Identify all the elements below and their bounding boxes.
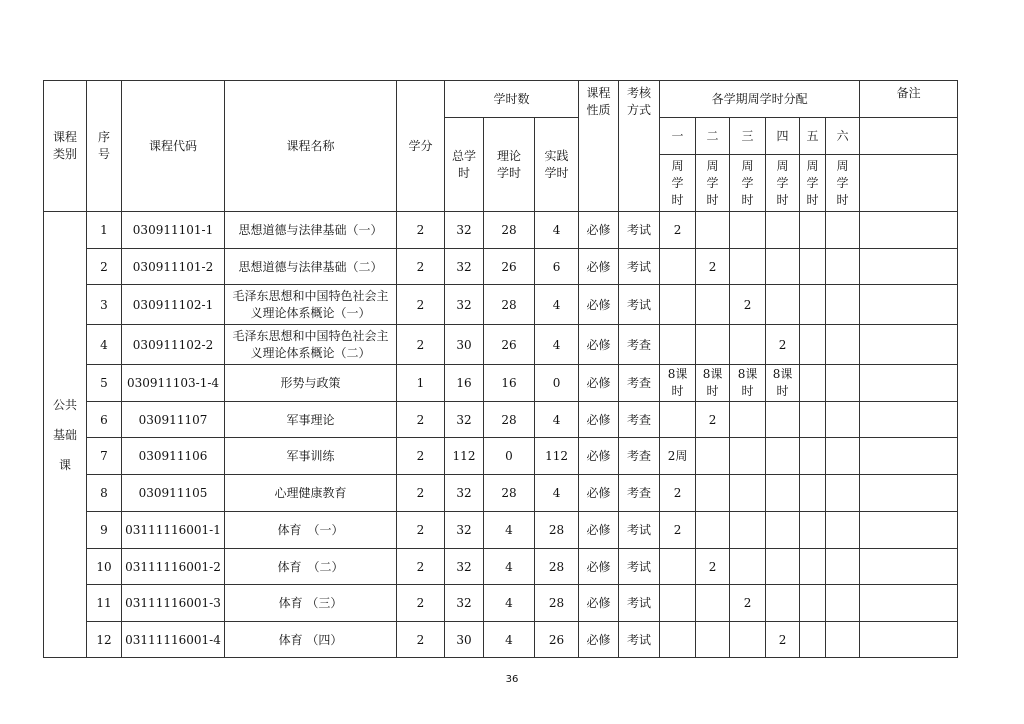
cell-credit: 2 xyxy=(397,622,445,658)
cell-s1: 2 xyxy=(660,475,696,512)
table-row xyxy=(44,249,958,285)
cell-seq: 1 xyxy=(87,212,122,249)
cell-s5 xyxy=(800,438,826,475)
cell-theory: 4 xyxy=(484,585,535,622)
semester-hours-text: 8课时 xyxy=(667,367,688,398)
table-row xyxy=(44,438,958,475)
cell-credit: 2 xyxy=(397,325,445,365)
cell-credit: 2 xyxy=(397,249,445,285)
cell-s5 xyxy=(800,365,826,402)
header-total-hours xyxy=(445,118,484,212)
cell-practice: 4 xyxy=(535,402,579,438)
cell-credit: 1 xyxy=(397,365,445,402)
cell-theory: 16 xyxy=(484,365,535,402)
cell-nature: 必修 xyxy=(579,212,619,249)
cell-theory: 26 xyxy=(484,325,535,365)
remarks-subheader xyxy=(860,118,958,155)
semester-hours-text: 8课时 xyxy=(702,367,723,398)
cell-theory: 28 xyxy=(484,402,535,438)
cell-s4 xyxy=(766,285,800,325)
header-category xyxy=(44,81,87,212)
table-row xyxy=(44,549,958,585)
cell-remark xyxy=(860,365,958,402)
cell-name: 形势与政策 xyxy=(225,365,397,402)
cell-remark xyxy=(860,585,958,622)
cell-total: 32 xyxy=(445,402,484,438)
table-row xyxy=(44,325,958,365)
cell-practice: 4 xyxy=(535,212,579,249)
header-credit: 学分 xyxy=(397,81,445,212)
cell-remark xyxy=(860,285,958,325)
cell-seq: 7 xyxy=(87,438,122,475)
cell-assess: 考试 xyxy=(619,212,660,249)
cell-s3 xyxy=(730,512,766,549)
cell-code: 03111116001-4 xyxy=(122,622,225,658)
cell-assess: 考试 xyxy=(619,249,660,285)
cell-seq: 5 xyxy=(87,365,122,402)
cell-s5 xyxy=(800,249,826,285)
course-name-text: 毛泽东思想和中国特色社会主义理论体系概论（二） xyxy=(232,328,389,360)
cell-s1 xyxy=(660,365,696,402)
cell-s5 xyxy=(800,585,826,622)
cell-s4 xyxy=(766,365,800,402)
cell-s4 xyxy=(766,549,800,585)
cell-s2 xyxy=(696,438,730,475)
cell-remark xyxy=(860,325,958,365)
cell-nature: 必修 xyxy=(579,325,619,365)
header-hours-group: 学时数 xyxy=(445,81,579,118)
cell-code: 030911101-2 xyxy=(122,249,225,285)
cell-practice: 4 xyxy=(535,325,579,365)
cell-total: 32 xyxy=(445,249,484,285)
cell-s5 xyxy=(800,512,826,549)
cell-code: 030911105 xyxy=(122,475,225,512)
weekly-hours-2-text: 周学时 xyxy=(706,158,719,207)
cell-s6 xyxy=(826,512,860,549)
cell-assess: 考试 xyxy=(619,585,660,622)
cell-total: 32 xyxy=(445,212,484,249)
cell-remark xyxy=(860,622,958,658)
semester-hours-text: 8课时 xyxy=(737,367,758,398)
cell-assess: 考查 xyxy=(619,402,660,438)
cell-s1 xyxy=(660,325,696,365)
table-row xyxy=(44,402,958,438)
header-total-hours-text: 总学时 xyxy=(451,148,476,180)
cell-seq: 11 xyxy=(87,585,122,622)
cell-name: 思想道德与法律基础（二） xyxy=(225,249,397,285)
weekly-hours-5 xyxy=(800,155,826,212)
cell-theory: 4 xyxy=(484,622,535,658)
header-theory-hours xyxy=(484,118,535,212)
header-practice-hours xyxy=(535,118,579,212)
cell-s6 xyxy=(826,325,860,365)
cell-s1 xyxy=(660,285,696,325)
cell-s4 xyxy=(766,512,800,549)
cell-s6 xyxy=(826,475,860,512)
cell-code: 030911106 xyxy=(122,438,225,475)
cell-s1 xyxy=(660,549,696,585)
weekly-hours-5-text: 周学时 xyxy=(806,158,819,207)
weekly-hours-4 xyxy=(766,155,800,212)
cell-remark xyxy=(860,249,958,285)
cell-practice: 26 xyxy=(535,622,579,658)
cell-seq: 3 xyxy=(87,285,122,325)
cell-s2 xyxy=(696,622,730,658)
cell-s5 xyxy=(800,622,826,658)
cell-nature: 必修 xyxy=(579,438,619,475)
cell-s1: 2 xyxy=(660,212,696,249)
cell-assess: 考试 xyxy=(619,622,660,658)
weekly-hours-3 xyxy=(730,155,766,212)
category-cell xyxy=(44,212,87,658)
cell-s5 xyxy=(800,402,826,438)
cell-s1: 2周 xyxy=(660,438,696,475)
cell-s2 xyxy=(696,475,730,512)
cell-assess: 考试 xyxy=(619,512,660,549)
cell-s5 xyxy=(800,325,826,365)
weekly-hours-1 xyxy=(660,155,696,212)
cell-s1 xyxy=(660,622,696,658)
cell-code: 03111116001-1 xyxy=(122,512,225,549)
cell-s6 xyxy=(826,549,860,585)
cell-practice: 28 xyxy=(535,549,579,585)
cell-nature: 必修 xyxy=(579,402,619,438)
cell-nature: 必修 xyxy=(579,512,619,549)
cell-s2 xyxy=(696,325,730,365)
cell-name: 体育 （三） xyxy=(225,585,397,622)
cell-seq: 12 xyxy=(87,622,122,658)
cell-total: 112 xyxy=(445,438,484,475)
cell-assess: 考查 xyxy=(619,438,660,475)
cell-name: 心理健康教育 xyxy=(225,475,397,512)
header-seq-text: 序号 xyxy=(97,130,110,161)
cell-theory: 28 xyxy=(484,212,535,249)
cell-remark xyxy=(860,512,958,549)
cell-s6 xyxy=(826,249,860,285)
cell-seq: 4 xyxy=(87,325,122,365)
cell-practice: 0 xyxy=(535,365,579,402)
cell-s1 xyxy=(660,585,696,622)
header-category-text: 课程类别 xyxy=(52,130,77,161)
cell-s6 xyxy=(826,402,860,438)
weekly-hours-2 xyxy=(696,155,730,212)
cell-s3 xyxy=(730,438,766,475)
cell-practice: 28 xyxy=(535,512,579,549)
cell-theory: 4 xyxy=(484,512,535,549)
cell-s4: 2 xyxy=(766,325,800,365)
course-rows xyxy=(44,212,958,658)
table-row xyxy=(44,475,958,512)
cell-s2: 2 xyxy=(696,402,730,438)
cell-code: 03111116001-3 xyxy=(122,585,225,622)
header-code: 课程代码 xyxy=(122,81,225,212)
cell-name: 体育 （四） xyxy=(225,622,397,658)
cell-credit: 2 xyxy=(397,438,445,475)
cell-s3 xyxy=(730,622,766,658)
cell-s5 xyxy=(800,549,826,585)
cell-nature: 必修 xyxy=(579,585,619,622)
table-row xyxy=(44,285,958,325)
cell-s3 xyxy=(730,549,766,585)
table-row xyxy=(44,585,958,622)
cell-s1 xyxy=(660,402,696,438)
cell-nature: 必修 xyxy=(579,549,619,585)
cell-total: 16 xyxy=(445,365,484,402)
cell-nature: 必修 xyxy=(579,475,619,512)
weekly-hours-4-text: 周学时 xyxy=(776,158,789,207)
cell-total: 32 xyxy=(445,549,484,585)
header-nature xyxy=(579,81,619,212)
table-row xyxy=(44,365,958,402)
cell-s1: 2 xyxy=(660,512,696,549)
table-row xyxy=(44,212,958,249)
cell-practice: 4 xyxy=(535,285,579,325)
cell-s3 xyxy=(730,475,766,512)
category-label: 公共基础课 xyxy=(52,397,77,472)
cell-s3 xyxy=(730,402,766,438)
cell-name: 军事训练 xyxy=(225,438,397,475)
cell-code: 030911102-1 xyxy=(122,285,225,325)
course-name-text: 毛泽东思想和中国特色社会主义理论体系概论（一） xyxy=(232,288,389,320)
cell-s2 xyxy=(696,212,730,249)
cell-credit: 2 xyxy=(397,585,445,622)
header-nature-text: 课程性质 xyxy=(586,86,611,117)
cell-seq: 8 xyxy=(87,475,122,512)
cell-code: 030911102-2 xyxy=(122,325,225,365)
cell-s4 xyxy=(766,402,800,438)
cell-s3 xyxy=(730,325,766,365)
weekly-hours-1-text: 周学时 xyxy=(671,158,684,207)
cell-nature: 必修 xyxy=(579,622,619,658)
course-schedule-table xyxy=(43,80,958,658)
cell-nature: 必修 xyxy=(579,365,619,402)
cell-total: 32 xyxy=(445,512,484,549)
cell-code: 03111116001-2 xyxy=(122,549,225,585)
cell-remark xyxy=(860,438,958,475)
cell-nature: 必修 xyxy=(579,285,619,325)
cell-assess: 考试 xyxy=(619,285,660,325)
cell-s1 xyxy=(660,249,696,285)
weekly-hours-3-text: 周学时 xyxy=(741,158,754,207)
cell-total: 30 xyxy=(445,622,484,658)
cell-s2 xyxy=(696,585,730,622)
cell-assess: 考查 xyxy=(619,365,660,402)
cell-assess: 考试 xyxy=(619,549,660,585)
cell-remark xyxy=(860,212,958,249)
cell-practice: 4 xyxy=(535,475,579,512)
cell-s2 xyxy=(696,512,730,549)
cell-theory: 28 xyxy=(484,475,535,512)
cell-s3 xyxy=(730,365,766,402)
cell-s3: 2 xyxy=(730,285,766,325)
cell-credit: 2 xyxy=(397,549,445,585)
cell-total: 32 xyxy=(445,585,484,622)
cell-s3: 2 xyxy=(730,585,766,622)
header-remarks: 备注 xyxy=(860,81,958,118)
cell-code: 030911101-1 xyxy=(122,212,225,249)
cell-s4: 2 xyxy=(766,622,800,658)
semester-6-label: 六 xyxy=(826,118,860,155)
cell-s2: 2 xyxy=(696,249,730,285)
cell-name: 思想道德与法律基础（一） xyxy=(225,212,397,249)
cell-total: 32 xyxy=(445,475,484,512)
cell-theory: 26 xyxy=(484,249,535,285)
cell-s5 xyxy=(800,285,826,325)
cell-s2 xyxy=(696,365,730,402)
cell-s6 xyxy=(826,212,860,249)
cell-s4 xyxy=(766,249,800,285)
header-theory-hours-text: 理论学时 xyxy=(496,148,521,180)
cell-practice: 28 xyxy=(535,585,579,622)
semester-1-label: 一 xyxy=(660,118,696,155)
cell-remark xyxy=(860,475,958,512)
semester-hours-text: 8课时 xyxy=(772,367,793,398)
cell-name xyxy=(225,325,397,365)
cell-s3 xyxy=(730,249,766,285)
header-assessment-text: 考核方式 xyxy=(627,86,652,117)
cell-s2: 2 xyxy=(696,549,730,585)
weekly-hours-6 xyxy=(826,155,860,212)
cell-seq: 9 xyxy=(87,512,122,549)
cell-seq: 6 xyxy=(87,402,122,438)
cell-code: 030911103-1-4 xyxy=(122,365,225,402)
cell-theory: 0 xyxy=(484,438,535,475)
cell-credit: 2 xyxy=(397,512,445,549)
header-name: 课程名称 xyxy=(225,81,397,212)
cell-s4 xyxy=(766,475,800,512)
cell-credit: 2 xyxy=(397,212,445,249)
cell-remark xyxy=(860,549,958,585)
cell-nature: 必修 xyxy=(579,249,619,285)
cell-theory: 28 xyxy=(484,285,535,325)
header-assessment xyxy=(619,81,660,212)
semester-5-label: 五 xyxy=(800,118,826,155)
table-row xyxy=(44,622,958,658)
cell-s6 xyxy=(826,622,860,658)
cell-s6 xyxy=(826,585,860,622)
cell-practice: 6 xyxy=(535,249,579,285)
cell-total: 32 xyxy=(445,285,484,325)
cell-credit: 2 xyxy=(397,285,445,325)
cell-s2 xyxy=(696,285,730,325)
remarks-subheader-2 xyxy=(860,155,958,212)
cell-name: 体育 （一） xyxy=(225,512,397,549)
cell-assess: 考查 xyxy=(619,475,660,512)
cell-total: 30 xyxy=(445,325,484,365)
cell-name: 军事理论 xyxy=(225,402,397,438)
cell-s4 xyxy=(766,438,800,475)
cell-theory: 4 xyxy=(484,549,535,585)
header-seq xyxy=(87,81,122,212)
cell-name: 体育 （二） xyxy=(225,549,397,585)
cell-s5 xyxy=(800,475,826,512)
cell-s6 xyxy=(826,438,860,475)
header-practice-hours-text: 实践学时 xyxy=(544,148,569,180)
cell-assess: 考查 xyxy=(619,325,660,365)
cell-practice: 112 xyxy=(535,438,579,475)
page-number: 36 xyxy=(505,674,519,685)
table-row xyxy=(44,512,958,549)
cell-s3 xyxy=(730,212,766,249)
semester-4-label: 四 xyxy=(766,118,800,155)
cell-seq: 2 xyxy=(87,249,122,285)
cell-credit: 2 xyxy=(397,402,445,438)
cell-remark xyxy=(860,402,958,438)
cell-s6 xyxy=(826,365,860,402)
cell-s4 xyxy=(766,212,800,249)
header-semester-group: 各学期周学时分配 xyxy=(660,81,860,118)
weekly-hours-6-text: 周学时 xyxy=(836,158,849,207)
cell-name xyxy=(225,285,397,325)
cell-s6 xyxy=(826,285,860,325)
cell-credit: 2 xyxy=(397,475,445,512)
cell-code: 030911107 xyxy=(122,402,225,438)
cell-s4 xyxy=(766,585,800,622)
header-row-1 xyxy=(44,81,958,118)
semester-2-label: 二 xyxy=(696,118,730,155)
cell-s5 xyxy=(800,212,826,249)
cell-seq: 10 xyxy=(87,549,122,585)
semester-3-label: 三 xyxy=(730,118,766,155)
